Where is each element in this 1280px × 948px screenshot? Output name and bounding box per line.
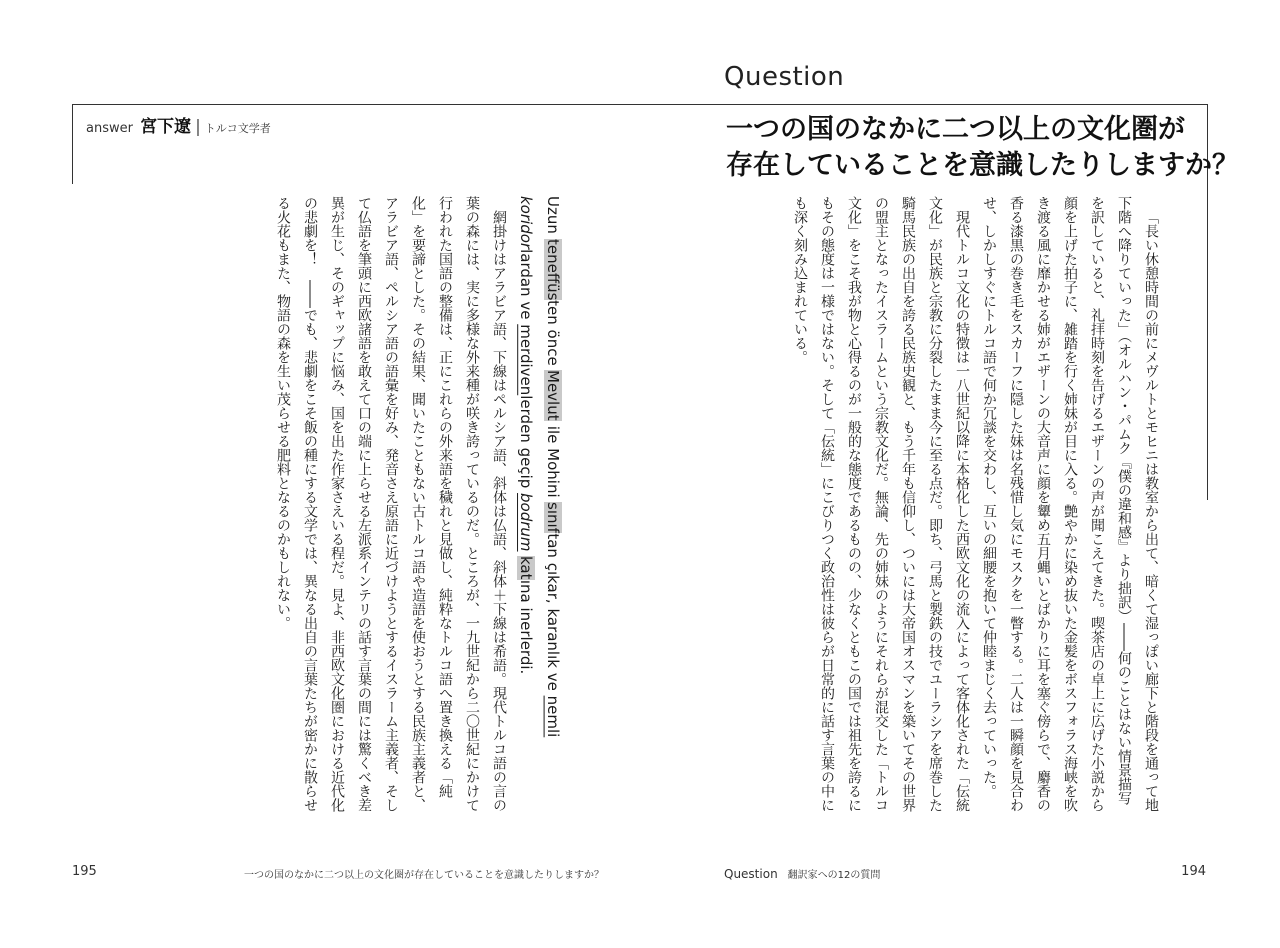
body-paragraph: 「長い休憩時間の前にメヴルトとモヒニは教室から出て、暗くて湿っぽい廊下と階段を通って地下階へ降りていった」（オルハン・パムク『僕の違和感』より拙訳）――何のことはない情景描写を訳していると、礼拝時刻を告げるエザーンの声が聞こえてきた。喫茶店の卓上に広げた小説から顔を上げた拍子に、雑踏を行く姉妹が目に入る。艶やかに染め抜いた金髪をボスフォラス海峡を吹き渡る風に靡かせる姉がエザーンの大音声に顔を顰め五月蝿いとばかりに耳を塞ぐ傍らで、麝香の香る漆黒の巻き毛をスカーフに隠した妹は名残惜し気にモスクを一瞥する。二人は一瞬顔を見合わせ、しかしすぐにトルコ語で何か冗談を交わし、互いの細腰を抱いて仲睦まじく去っていった。 [981, 196, 1159, 812]
turkish-word-persian: nemli [544, 695, 562, 738]
running-label: Question [724, 867, 778, 881]
turkish-word-french: koridor [517, 196, 535, 250]
running-title-left: 一つの国のなかに二つ以上の文化圏が存在していることを意識したりしますか？ [244, 870, 604, 881]
running-title: 翻訳家への12の質問 [787, 870, 881, 881]
answer-header [86, 112, 271, 137]
author-role: トルコ文学者 [204, 122, 271, 135]
turkish-word: tan çıkar, karanlık ve [544, 533, 562, 696]
turkish-word: ile Mohini [544, 421, 562, 503]
question-title-line: 一つの国のなかに二つ以上の文化圏が [726, 114, 1185, 145]
turkish-word: ına inerlerdi. [517, 579, 535, 675]
turkish-word: lardan ve [517, 249, 535, 325]
right-page [640, 0, 1280, 948]
page-number-right: 194 [1181, 864, 1206, 879]
answer-label: answer [86, 121, 133, 136]
turkish-word: Uzun [544, 196, 562, 239]
question-body [694, 196, 1164, 816]
answer-header-vertical-rule [72, 104, 73, 184]
turkish-word-arabic: sınıf [544, 502, 562, 534]
answer-header-rule [72, 104, 640, 105]
turkish-word-arabic: teneffüs [544, 238, 562, 301]
question-title [726, 112, 1239, 184]
turkish-word-greek: bodrum [517, 493, 535, 552]
body-paragraph: 現代トルコ文化の特徴は一八世紀以降に本格化した西欧文化の流入によって客体化された「伝統文化」が民族と宗教に分裂したまま今に至る点だ。即ち、弓馬と製鉄の技でユーラシアを席巻した騎馬民族の出自を誇る民族史観と、もう千年も信仰し、ついには大帝国オスマンを築いてその世界の盟主となったイスラームという宗教文化だ。無論、先の姉妹のようにそれらが混交した「トルコ文化」をこそ我が物と心得るのが一般的な態度であるものの、少なくともこの国では祖先を誇るにもその態度は一様ではない。そして「伝統」にこびりつく政治性は彼らが日常的に話す言葉の中にも深く刻み込まれている。 [792, 196, 970, 812]
author-name: 宮下遼 [140, 117, 192, 137]
turkish-sample-sentence [512, 196, 566, 816]
turkish-word-persian: merdiven [517, 324, 535, 396]
turkish-word-arabic: Mevlut [544, 370, 562, 422]
turkish-word-arabic: kat [517, 556, 535, 580]
turkish-word: lerden geçip [517, 395, 535, 494]
turkish-word: ten önce [544, 300, 562, 371]
name-separator: | [195, 117, 201, 137]
section-label: Question [724, 62, 845, 92]
running-title-right [724, 866, 880, 881]
answer-paragraph: 網掛けはアラビア語、下線はペルシア語、斜体は仏語、斜体＋下線は希語。現代トルコ語の言の葉の森には、実に多様な外来種が咲き誇っているのだ。ところが、一九世紀から二〇世紀にかけて行われた国語の整備は、正にこれらの外来語を穢れと見做し、純粋なトルコ語へ置き換える「純化」を要諦とした。その結果、聞いたこともない古トルコ語や造語を使おうとする民族主義者と、アラビア語、ペルシア語の語彙を好み、発音さえ原語に近づけようとするイスラーム主義者、そして仏語を筆頭に西欧諸語を敢えて口の端に上らせる左派系インテリの話す言葉の間には驚くべき差異が生じ、そのギャップに悩み、国を出た作家さえいる程だ。見よ、非西欧文化圏における近代化の悲劇を！ ――でも、悲劇をこそ飯の種にする文学では、異なる出自の言葉たちが密かに散らせる火花もまた、物語の森を生い茂らせる肥料となるのかもしれない。 [275, 196, 507, 812]
title-rule [640, 104, 1208, 105]
answer-body [46, 196, 566, 816]
page-number-left: 195 [72, 864, 97, 879]
question-title-line: 存在していることを意識したりしますか？ [726, 150, 1239, 181]
